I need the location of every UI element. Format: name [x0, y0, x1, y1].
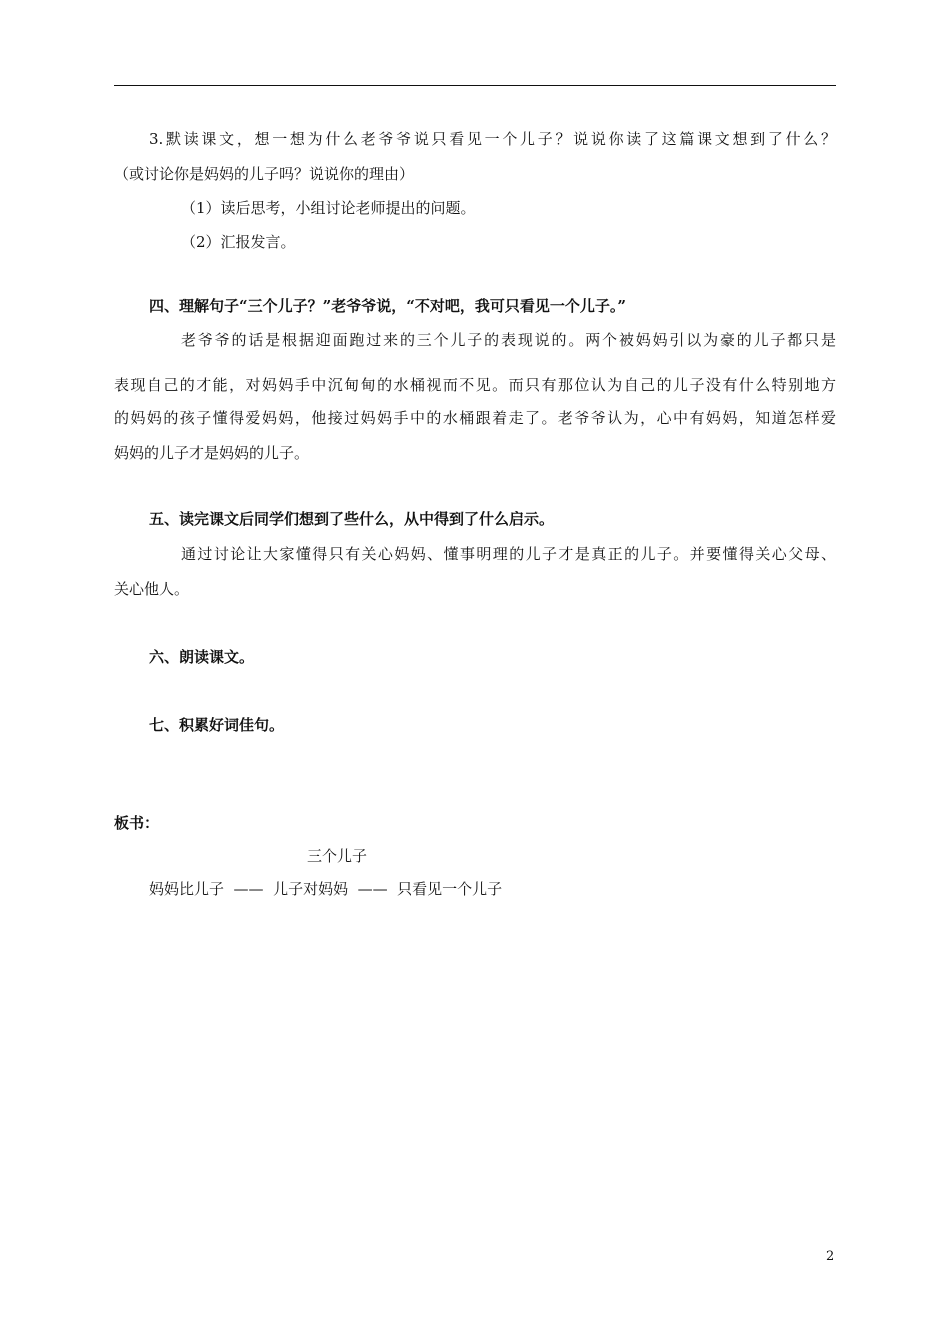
header-rule: [114, 85, 836, 86]
page-number: 2: [826, 1249, 835, 1264]
section4-paragraph-line: 的妈妈的孩子懂得爱妈妈，他接过妈妈手中的水桶跟着走了。老爷爷认为，心中有妈妈，知道怎样爱: [114, 409, 836, 427]
section3-subtitle: （或讨论你是妈妈的儿子吗？说说你的理由）: [114, 165, 415, 183]
blackboard-flow: 妈妈比儿子 —— 儿子对妈妈 —— 只看见一个儿子: [149, 880, 503, 898]
section4-heading: 四、理解句子“三个儿子？”老爷爷说，“不对吧，我可只看见一个儿子。”: [149, 297, 627, 315]
section7-heading: 七、积累好词佳句。: [149, 716, 285, 734]
blackboard-title: 三个儿子: [307, 847, 368, 865]
blackboard-label: 板书：: [114, 814, 160, 832]
section6-heading: 六、朗读课文。: [149, 648, 255, 666]
section4-paragraph-line: 表现自己的才能，对妈妈手中沉甸甸的水桶视而不见。而只有那位认为自己的儿子没有什么特别地方: [114, 376, 836, 394]
section3-step2: （2）汇报发言。: [181, 233, 296, 251]
section3-step1: （1）读后思考，小组讨论老师提出的问题。: [181, 199, 476, 217]
section3-title: 3.默读课文，想一想为什么老爷爷说只看见一个儿子？说说你读了这篇课文想到了什么？: [149, 130, 836, 148]
section5-heading: 五、读完课文后同学们想到了些什么，从中得到了什么启示。: [149, 510, 555, 528]
section4-paragraph-line: 妈妈的儿子才是妈妈的儿子。: [114, 444, 310, 462]
section5-paragraph-line: 关心他人。: [114, 580, 190, 598]
section4-paragraph-line: 老爷爷的话是根据迎面跑过来的三个儿子的表现说的。两个被妈妈引以为豪的儿子都只是: [181, 331, 836, 349]
section5-paragraph-line: 通过讨论让大家懂得只有关心妈妈、懂事明理的儿子才是真正的儿子。并要懂得关心父母、: [181, 545, 836, 563]
